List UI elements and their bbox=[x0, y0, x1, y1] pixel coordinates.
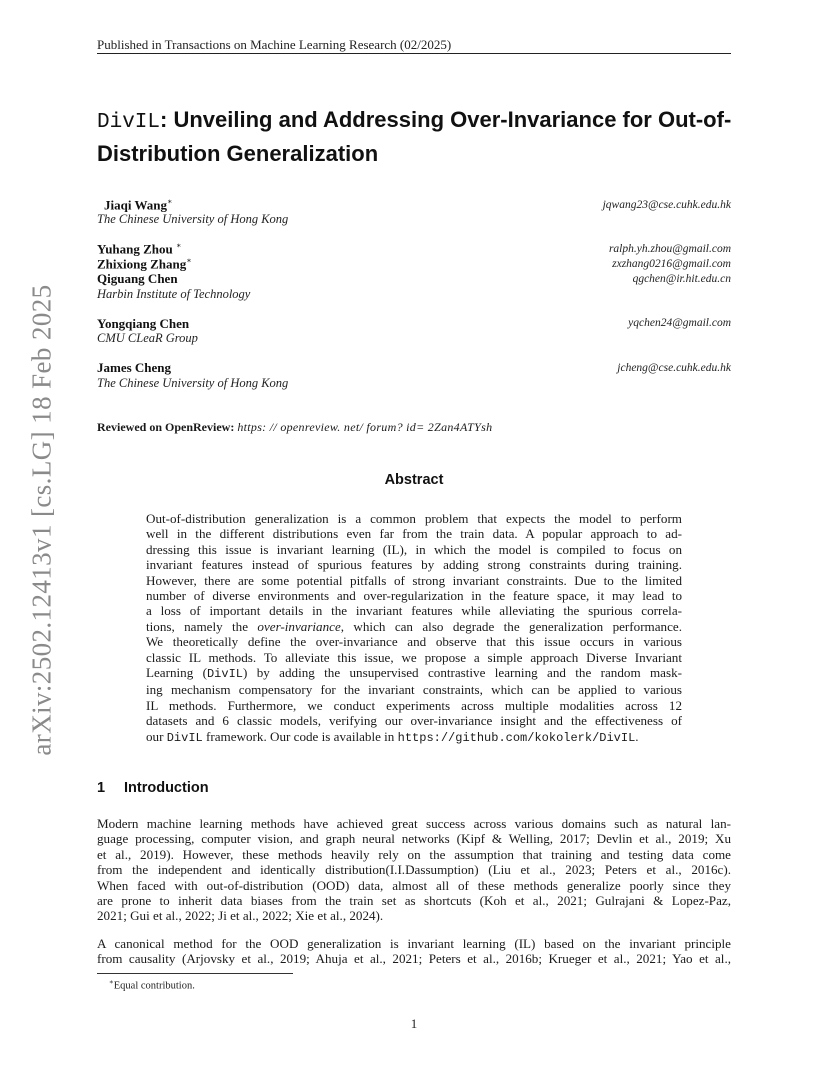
page-number: 1 bbox=[410, 1016, 418, 1031]
journal-header: Published in Transactions on Machine Learning Research (02/2025) bbox=[97, 37, 452, 52]
paper-title bbox=[97, 104, 747, 169]
author-name: James Cheng bbox=[97, 360, 172, 375]
author-email: yqchen24@gmail.com bbox=[628, 317, 731, 329]
intro-paragraph-1 bbox=[97, 816, 731, 924]
author-affiliation: The Chinese University of Hong Kong bbox=[97, 376, 289, 390]
intro-line: et al., 2019). However, these methods heavily rely on the assumption that training and testing data come bbox=[97, 846, 731, 862]
author-affiliation: The Chinese University of Hong Kong bbox=[97, 212, 289, 226]
abstract-line: Learning (DivIL) by adding the unsupervised contrastive learning and the random mask- bbox=[146, 665, 682, 682]
over-invariance-term: over-invariance bbox=[257, 618, 341, 634]
title-line-2: Distribution Generalization bbox=[97, 141, 379, 166]
intro-line: A canonical method for the OOD generalization is invariant learning (IL) based on the invariant principle bbox=[97, 936, 731, 951]
author-email: jcheng@cse.cuhk.edu.hk bbox=[617, 362, 731, 374]
abstract-body bbox=[146, 511, 682, 746]
intro-line: are prone to inherit data biases from the train set as shortcuts (Koh et al., 2021; Gulrajani & Lopez-Paz, bbox=[97, 893, 731, 909]
abstract-line: our DivIL framework. Our code is available in https://github.com/kokolerk/DivIL. bbox=[146, 728, 639, 745]
title-line-1 bbox=[97, 104, 747, 138]
method-name-inline: DivIL bbox=[206, 667, 243, 682]
abstract-line: classic IL methods. To alleviate this issue, we propose a simple approach Diverse Invariant bbox=[146, 649, 682, 665]
section-heading bbox=[97, 780, 209, 796]
arxiv-stamp-text: arXiv:2502.12413v1 [cs.LG] 18 Feb 2025 bbox=[26, 284, 57, 756]
abstract-line: However, there are some potential pitfalls of strong invariant constraints. Due to the limited bbox=[146, 572, 682, 588]
review-line bbox=[97, 420, 492, 435]
abstract-line: IL methods. Furthermore, we conduct experiments across multiple modalities across 12 bbox=[146, 697, 682, 713]
footnote-rule bbox=[97, 973, 293, 974]
author-email: zxzhang0216@gmail.com bbox=[612, 258, 731, 270]
intro-line: guage processing, computer vision, and graph neural networks (Kipf & Welling, 2017; Devlin et al., 2019; Xu bbox=[97, 831, 731, 847]
abstract-line: dressing this issue is invariant learning (IL), in which the model is compiled to focus on bbox=[146, 541, 682, 557]
openreview-link[interactable]: https: // openreview. net/ forum? id= 2Zan4ATYsh bbox=[237, 420, 493, 434]
abstract-line: invariant features instead of spurious features by adding strong constraints during training. bbox=[146, 557, 682, 573]
author-email: qgchen@ir.hit.edu.cn bbox=[632, 273, 731, 285]
github-link[interactable]: https://github.com/kokolerk/DivIL bbox=[397, 730, 636, 745]
method-name-inline: DivIL bbox=[166, 730, 203, 745]
intro-line: Modern machine learning methods have achieved great success across various domains such as natural lan- bbox=[97, 816, 731, 831]
abstract-line: We theoretically define the over-invariance and observe that this issue occurs in various bbox=[146, 634, 682, 650]
intro-line: from the independent and identically distribution(I.I.Dassumption) (Liu et al., 2023; Peters et al., 2016c). bbox=[97, 862, 731, 878]
abstract-line: number of diverse environments and over-regularization in the feature space, it may lead to bbox=[146, 588, 682, 604]
review-label: Reviewed on OpenReview: bbox=[97, 420, 235, 434]
abstract-line: well in the different distributions even far from the train data. A popular approach to ad- bbox=[146, 526, 682, 542]
title-line-1-rest: : Unveiling and Addressing Over-Invariance for Out-of- bbox=[160, 107, 732, 132]
author-name: Yongqiang Chen bbox=[97, 316, 190, 331]
footnote: ∗Equal contribution. bbox=[109, 978, 195, 992]
abstract-heading: Abstract bbox=[384, 472, 444, 488]
author-name: Qiguang Chen bbox=[97, 271, 178, 286]
author-email: jqwang23@cse.cuhk.edu.hk bbox=[602, 199, 731, 211]
abstract-line: tions, namely the over-invariance, which can also degrade the generalization performance. bbox=[146, 618, 682, 634]
author-name: Yuhang Zhou ∗ bbox=[97, 241, 182, 257]
intro-line: from causality (Arjovsky et al., 2019; Ahuja et al., 2021; Peters et al., 2016b; Krueger et al., 2021; Yao et al., bbox=[97, 951, 731, 967]
section-title: Introduction bbox=[124, 780, 209, 796]
author-name: Jiaqi Wang∗ bbox=[104, 197, 173, 213]
title-method-name: DivIL bbox=[97, 111, 161, 134]
abstract-line: datasets and 6 classic models, verifying our over-invariance insight and the effectiveness of bbox=[146, 713, 682, 729]
author-name: Zhixiong Zhang∗ bbox=[97, 256, 192, 272]
abstract-line: a loss of important details in the invariant features while alleviating the spurious correla- bbox=[146, 603, 682, 619]
header-rule bbox=[97, 53, 731, 54]
abstract-line: ing mechanism compensatory for the invariant constraints, which can be applied to various bbox=[146, 682, 682, 698]
abstract-line: Out-of-distribution generalization is a common problem that expects the model to perform bbox=[146, 511, 682, 526]
author-affiliation: Harbin Institute of Technology bbox=[97, 287, 251, 301]
intro-paragraph-2 bbox=[97, 936, 731, 967]
intro-line: When faced with out-of-distribution (OOD) data, almost all of these methods generalize poorly since they bbox=[97, 877, 731, 893]
section-number: 1 bbox=[97, 780, 106, 796]
intro-line: 2021; Gui et al., 2022; Ji et al., 2022; Xie et al., 2024). bbox=[97, 908, 384, 924]
author-email: ralph.yh.zhou@gmail.com bbox=[608, 243, 731, 255]
author-affiliation: CMU CLeaR Group bbox=[97, 331, 198, 345]
